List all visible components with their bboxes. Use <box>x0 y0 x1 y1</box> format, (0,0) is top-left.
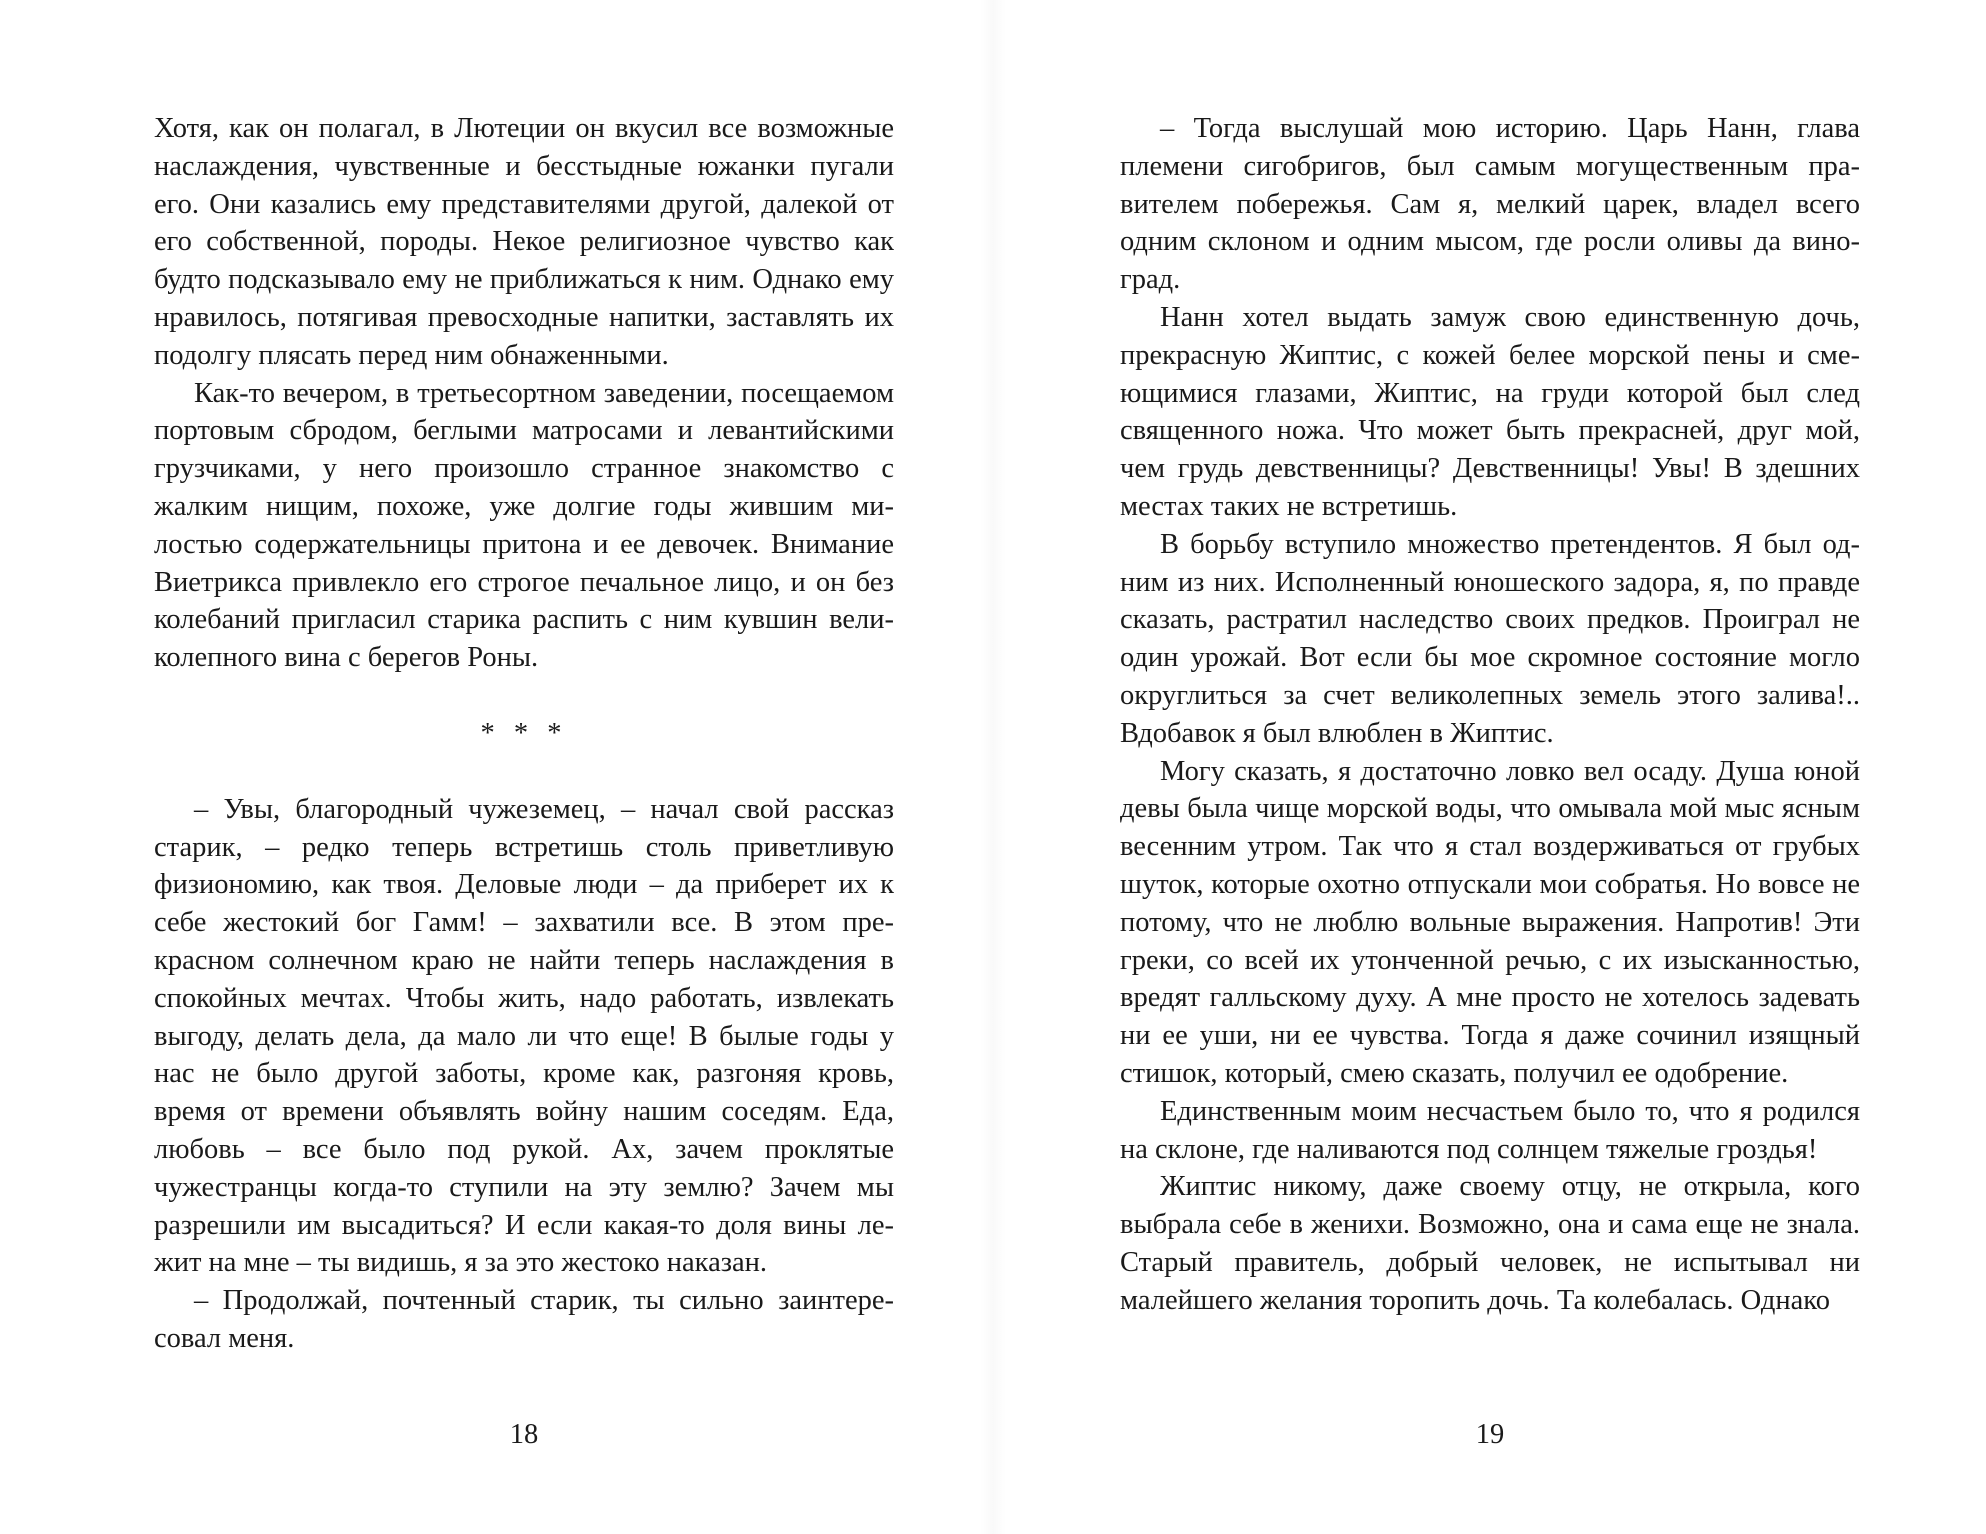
right-paragraph-4: Могу сказать, я достаточно ловко вел осаду. Душа юной девы была чище морской воды, что омывала мой мыс ясным весенним утром. Так что я стал воздерживаться от грубых шуток, которые охотно отпускали мои собратья. Но вовсе не потому, что не люблю вольные выражения. Напротив! Эти греки, со всей их утонченной речью, с их изысканностью, вредят галльскому духу. А мне просто не хотелось задевать ни ее уши, ни ее чувства. Тогда я даже сочинил изящный стишок, который, смею сказать, получил ее одобрение. <box>1120 755 1860 1089</box>
left-paragraph-2: Как-то вечером, в третьесортном заведении, посещаемом портовым сбродом, беглыми матросами и левантийскими грузчиками, у него произошло странное знакомство с жалким нищим, похоже, уже долгие годы жившим милостью содержательницы притона и ее девочек. Внимание Виетрикса привлекло его строгое печальное лицо, и он без колебаний пригласил старика распить с ним кувшин великолепного вина с берегов Роны. <box>154 377 894 674</box>
page-number-right: 19 <box>1475 1419 1505 1450</box>
right-paragraph-6: Жиптис никому, даже своему отцу, не открыла, кого выбрала себе в женихи. Возможно, она и сама еще не знала. Старый правитель, добрый человек, не испытывал ни малейшего желания торопить дочь. Та колебалась. Однако <box>1120 1171 1860 1316</box>
right-paragraph-1: – Тогда выслушай мою историю. Царь Нанн, глава племени сигобригов, был самым могущественным правителем побережья. Сам я, мелкий царек, владел всего одним склоном и одним мысом, где росли оливы да виноград. <box>1120 113 1860 296</box>
left-paragraph-1: Хотя, как он полагал, в Лютеции он вкусил все возможные наслаждения, чувственные и бесстыдные южанки пугали его. Они казались ему представителями другой, далекой от его собственной, породы. Некое религиозное чувство как будто подсказывало ему не приближаться к ним. Однако ему нравилось, потягивая превосходные напитки, заставлять их подолгу плясать перед ним обнаженными. <box>154 113 894 371</box>
left-paragraph-3: – Увы, благородный чужеземец, – начал свой рассказ старик, – редко теперь встретишь столь приветливую физиономию, как твоя. Деловые люди – да приберет их к себе жестокий бог Гамм! – захватили все. В этом прекрасном солнечном краю не найти теперь наслаждения в спокойных мечтах. Чтобы жить, надо работать, извлекать выгоду, делать дела, да мало ли что еще! В былые годы у нас не было другой заботы, кроме как, разгоняя кровь, время от времени объявлять войну нашим соседям. Еда, любовь – все было под рукой. Ах, зачем проклятые чужестранцы когда-то ступили на эту землю? Зачем мы разрешили им высадиться? И если какая-то доля вины лежит на мне – ты видишь, я за это жестоко наказан. <box>154 793 894 1279</box>
right-paragraph-3: В борьбу вступило множество претендентов. Я был одним из них. Исполненный юношеского задора, я, по правде сказать, растратил наследство своих предков. Проиграл не один урожай. Вот если бы мое скромное состояние могло округлиться за счет великолепных земель этого залива!.. Вдобавок я был влюблен в Жиптис. <box>1120 528 1860 749</box>
left-paragraph-4: – Продолжай, почтенный старик, ты сильно заинтересовал меня. <box>154 1285 894 1354</box>
gutter-shadow <box>980 0 1006 1534</box>
page-number-left: 18 <box>509 1419 539 1450</box>
right-paragraph-5: Единственным моим несчастьем было то, что я родился на склоне, где наливаются под солнцем тяжелые гроздья! <box>1120 1095 1860 1165</box>
section-separator: * * * <box>480 717 568 749</box>
right-paragraph-2: Нанн хотел выдать замуж свою единственную дочь, прекрасную Жиптис, с кожей белее морской пены и смеющимися глазами, Жиптис, на груди которой был след священного ножа. Что может быть прекрасней, друг мой, чем грудь девственницы? Девственницы! Увы! В здешних местах таких не встретишь. <box>1120 301 1860 522</box>
right-page <box>1120 110 1860 1370</box>
left-page <box>154 110 894 1370</box>
